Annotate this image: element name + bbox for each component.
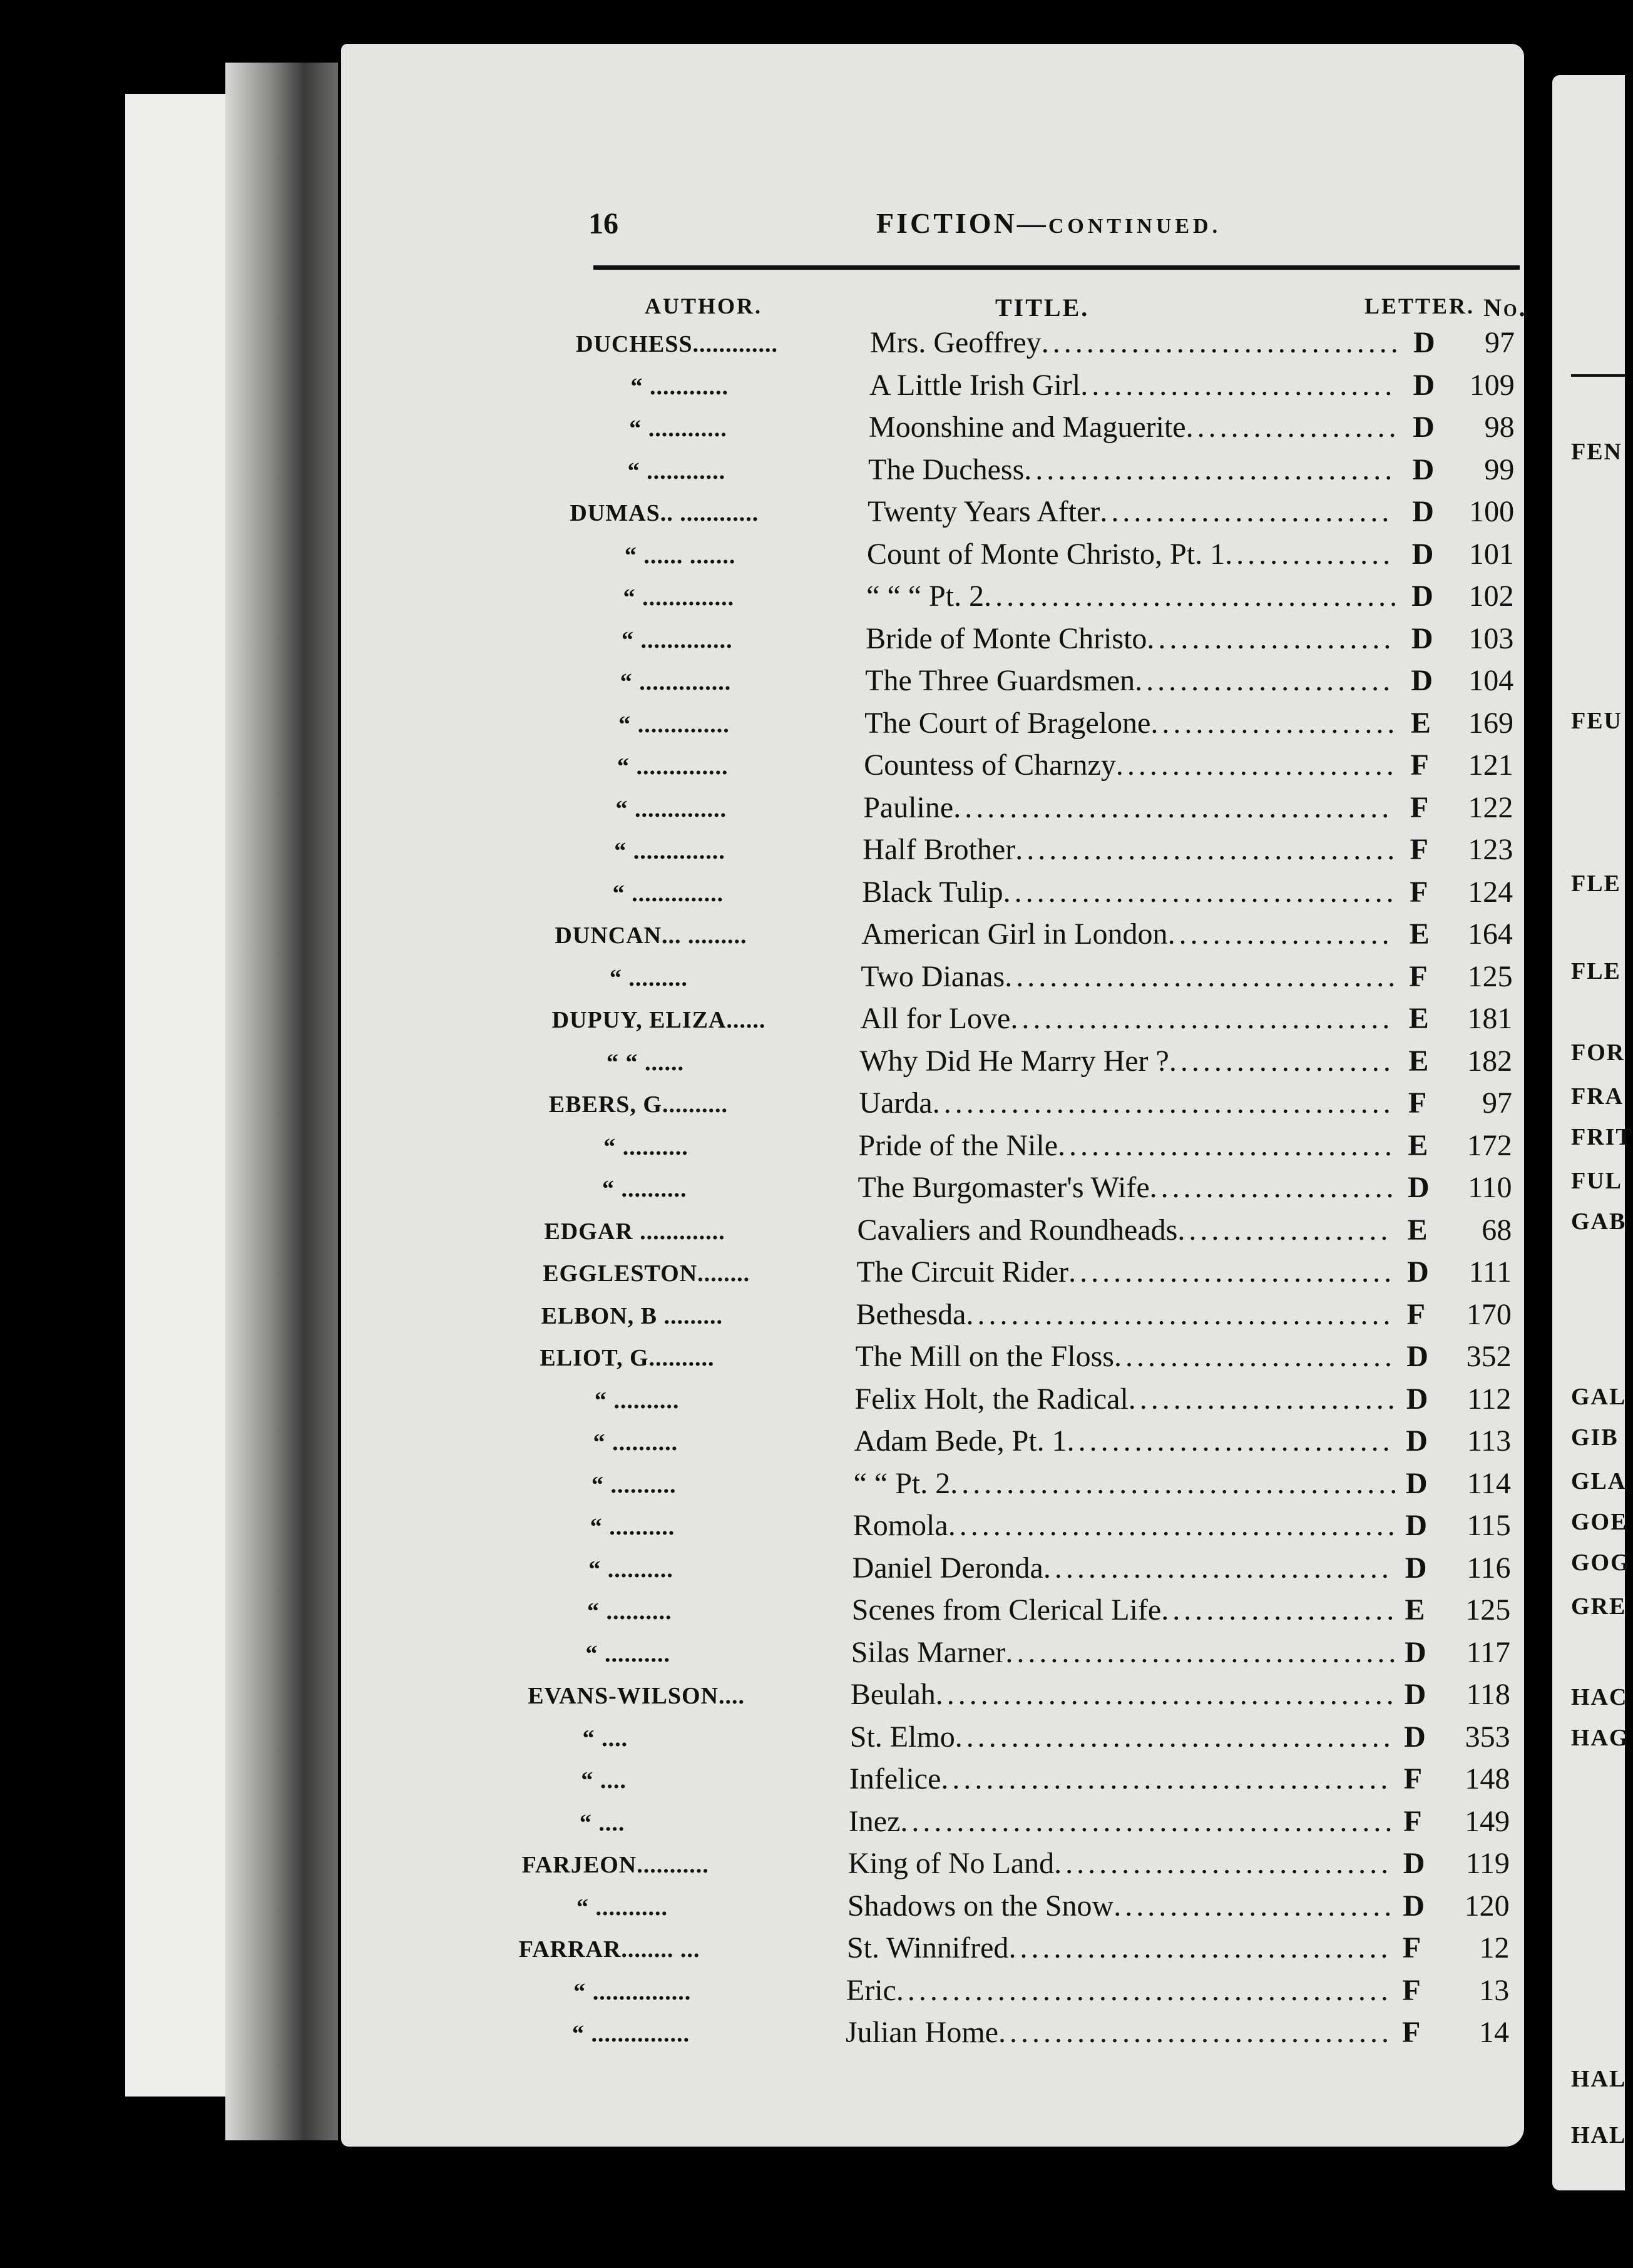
entry-title-text: Two Dianas [861, 960, 1005, 993]
entry-letter: D [1405, 1467, 1428, 1500]
entry-letter: F [1410, 748, 1429, 782]
entry-title-text: “ “ Pt. 2 [853, 1467, 951, 1500]
entry-author: “ ............... [572, 2021, 690, 2047]
dot-leader: ....................................... [955, 1720, 1395, 1754]
entry-number: 103 [1468, 622, 1514, 655]
dot-leader: ........................................ [950, 1467, 1401, 1500]
dot-leader: ............................................ [900, 1805, 1396, 1838]
entry-title [869, 410, 1400, 451]
entry-letter: D [1405, 1509, 1428, 1542]
dot-leader: .................... [1169, 1045, 1395, 1078]
entry-title [864, 706, 1398, 747]
entry-author: “ .............. [620, 669, 732, 695]
entry-title [866, 621, 1395, 663]
entry-title [865, 663, 1394, 705]
entry-author: ELIOT, G.......... [540, 1345, 715, 1371]
entry-author: “ .... [582, 1725, 628, 1752]
entry-title-text: Daniel Deronda [852, 1551, 1043, 1585]
entry-title [863, 790, 1393, 832]
dot-leader: ......................... [1113, 1889, 1396, 1923]
entry-title [858, 1170, 1398, 1212]
entry-title-text: Scenes from Clerical Life [851, 1593, 1162, 1627]
entry-number: 14 [1479, 2016, 1509, 2049]
entry-letter: D [1406, 1340, 1428, 1373]
entry-letter: F [1403, 1805, 1422, 1838]
entry-letter: F [1402, 1931, 1421, 1964]
entry-author: DUMAS.. ............ [570, 500, 759, 526]
entry-number: 68 [1482, 1213, 1512, 1247]
entry-title-text: The Burgomaster's Wife [857, 1171, 1150, 1204]
facing-page-author-fragment: HAC [1571, 1684, 1628, 1710]
entry-letter: D [1404, 1678, 1426, 1711]
entry-title [849, 1804, 1396, 1846]
entry-letter: D [1403, 1889, 1425, 1923]
entry-author: “ ......... [609, 965, 688, 991]
facing-page-author-fragment: FOR [1571, 1040, 1625, 1066]
dot-leader: .................................. [1015, 833, 1399, 866]
entry-title [857, 1255, 1396, 1296]
entry-title-text: Moonshine and Maguerite [869, 411, 1186, 444]
dot-leader: ...................... [1149, 1171, 1398, 1204]
entry-author: “ .......... [594, 1387, 680, 1414]
entry-number: 111 [1468, 1255, 1512, 1289]
entry-title [847, 1889, 1395, 1930]
entry-author: “ ............ [630, 374, 729, 400]
dot-leader: ......................................... [935, 1678, 1398, 1711]
entry-title [856, 1297, 1395, 1339]
dot-leader: .................................. [1010, 1002, 1394, 1035]
facing-page-author-fragment: GLA [1571, 1468, 1627, 1494]
dot-leader: ..................................... [984, 580, 1401, 613]
entry-author: “ .............. [622, 627, 733, 653]
dot-leader: ...................... [1147, 622, 1395, 655]
facing-page-author-fragment: FEN [1571, 439, 1622, 465]
entry-letter: F [1402, 1974, 1421, 2007]
entry-number: 117 [1466, 1636, 1511, 1669]
entry-author: “ ............... [573, 1979, 692, 2005]
entry-author: “ .......... [602, 1176, 687, 1202]
entry-title [858, 1128, 1396, 1170]
entry-title [863, 832, 1398, 874]
entry-letter: E [1410, 707, 1431, 740]
dot-leader: .............................. [1054, 1847, 1393, 1880]
entry-letter: E [1407, 1213, 1428, 1247]
entry-letter: D [1407, 1255, 1429, 1289]
facing-page-author-fragment: GIB [1571, 1424, 1619, 1451]
entry-title-text: Julian Home [846, 2016, 998, 2049]
dot-leader: ......................... [1115, 748, 1398, 782]
entry-number: 102 [1468, 580, 1514, 613]
facing-page-author-fragment: HAG [1571, 1725, 1629, 1751]
facing-page-author-fragment: GOE [1571, 1509, 1628, 1535]
dot-leader: ..................... [1161, 1593, 1398, 1627]
entry-title-text: Adam Bede, Pt. 1 [854, 1424, 1067, 1458]
entry-title [859, 1044, 1394, 1085]
entry-title-text: Twenty Years After [868, 495, 1100, 528]
dot-leader: ............................. [1067, 1424, 1394, 1458]
entry-letter: E [1405, 1593, 1425, 1627]
entry-title-text: A Little Irish Girl [869, 369, 1081, 402]
dot-leader: ................... [1177, 1213, 1392, 1247]
book-spine [225, 63, 338, 2140]
dot-leader: ............... [1225, 538, 1395, 571]
entry-title [861, 917, 1393, 958]
entry-title [850, 1720, 1395, 1761]
entry-author: EDGAR ............. [544, 1218, 725, 1245]
entry-title-text: Uarda [859, 1086, 933, 1120]
entry-number: 113 [1467, 1424, 1512, 1458]
entry-author: “ .......... [585, 1641, 670, 1667]
entry-number: 13 [1479, 1974, 1510, 2007]
entry-letter: F [1408, 1086, 1427, 1120]
facing-page-author-fragment: FLE [1571, 871, 1621, 897]
entry-author: “ .............. [614, 838, 725, 864]
entry-number: 97 [1485, 326, 1515, 359]
entry-title-text: The Duchess [868, 453, 1025, 486]
entry-title [857, 1213, 1391, 1254]
facing-page-author-fragment: GOG [1571, 1550, 1630, 1576]
entry-title-text: Mrs. Geoffrey [870, 326, 1042, 359]
entry-title [859, 1086, 1394, 1127]
entry-title-text: Infelice [849, 1762, 941, 1796]
entry-author: “ .......... [591, 1472, 677, 1498]
dot-leader: ........................................ [948, 1509, 1399, 1542]
entry-letter: F [1409, 960, 1428, 993]
entry-number: 104 [1468, 664, 1514, 697]
entry-title-text: Eric [846, 1974, 896, 2007]
facing-page-author-fragment: GAB [1571, 1208, 1627, 1235]
entry-number: 149 [1465, 1805, 1510, 1838]
entry-letter: E [1408, 1002, 1429, 1035]
page-number: 16 [588, 207, 618, 240]
entry-number: 123 [1468, 833, 1513, 866]
entry-title-text: Bethesda [856, 1298, 966, 1331]
entry-number: 109 [1469, 369, 1515, 402]
entry-letter: E [1408, 1129, 1428, 1162]
entry-author: DUCHESS............. [576, 331, 778, 357]
entry-letter: D [1413, 411, 1435, 444]
column-header-author: AUTHOR. [645, 294, 763, 319]
entry-title [869, 368, 1396, 409]
entry-title [867, 537, 1394, 578]
entry-number: 12 [1479, 1931, 1510, 1964]
dot-leader: ................................... [1005, 960, 1400, 993]
entry-title [870, 325, 1402, 367]
entry-number: 97 [1482, 1086, 1512, 1120]
entry-number: 115 [1467, 1509, 1511, 1542]
entry-author: “ “ ...... [607, 1050, 685, 1076]
entry-title [846, 2015, 1393, 2056]
running-head [876, 207, 1221, 240]
dot-leader: .......................... [1100, 495, 1393, 528]
dot-leader: ........................ [1128, 1382, 1399, 1416]
facing-page-author-fragment: GAL [1571, 1384, 1627, 1410]
entry-number: 100 [1469, 495, 1515, 528]
entry-author: EGGLESTON........ [543, 1260, 750, 1287]
entry-letter: F [1410, 791, 1429, 824]
entry-title [868, 452, 1396, 494]
entry-title [854, 1424, 1394, 1465]
dot-leader: ................................... [1005, 1636, 1400, 1669]
entry-letter: F [1410, 876, 1428, 909]
entry-title-text: All for Love [860, 1002, 1011, 1035]
entry-number: 120 [1464, 1889, 1510, 1923]
entry-title [860, 1001, 1393, 1043]
entry-title [852, 1551, 1393, 1592]
entry-letter: D [1405, 1636, 1426, 1669]
entry-title-text: Half Brother [863, 833, 1016, 866]
entry-title-text: Black Tulip [862, 876, 1003, 909]
facing-page-author-fragment: FRA [1571, 1083, 1624, 1110]
entry-number: 124 [1468, 876, 1513, 909]
entry-letter: D [1413, 326, 1435, 359]
entry-title-text: St. Winnifred [846, 1931, 1009, 1964]
entry-letter: D [1411, 664, 1433, 697]
entry-title-text: American Girl in London [861, 917, 1168, 951]
entry-number: 148 [1465, 1762, 1510, 1796]
entry-number: 119 [1465, 1847, 1510, 1880]
entry-number: 172 [1467, 1129, 1512, 1162]
entry-title [864, 748, 1398, 789]
entry-number: 169 [1468, 707, 1513, 740]
entry-author: ELBON, B ......... [541, 1303, 724, 1329]
entry-letter: F [1410, 833, 1428, 866]
dot-leader: ............................................ [896, 1974, 1392, 2007]
entry-letter: D [1403, 1847, 1425, 1880]
entry-letter: D [1413, 369, 1435, 402]
entry-author: “ .... [581, 1767, 627, 1794]
entry-title [861, 959, 1399, 1001]
dot-leader: ......................................... [932, 1086, 1395, 1120]
entry-number: 182 [1467, 1045, 1513, 1078]
entry-number: 116 [1467, 1551, 1511, 1585]
entry-author: “ ........... [576, 1894, 668, 1921]
facing-page-author-fragment: HAL [1571, 2122, 1627, 2148]
entry-title-text: Pride of the Nile [858, 1129, 1058, 1162]
entry-title [856, 1339, 1396, 1381]
entry-author: DUNCAN... ......... [555, 922, 747, 949]
dot-leader: ............................ [1080, 369, 1396, 402]
entry-author: “ .............. [612, 881, 724, 907]
entry-number: 125 [1467, 960, 1513, 993]
entry-author: “ .......... [603, 1134, 689, 1160]
dot-leader: ...................................... [966, 1298, 1395, 1331]
facing-page-author-fragment: FUL [1571, 1168, 1622, 1194]
dot-leader: .................................. [1008, 1931, 1392, 1964]
entry-letter: D [1411, 580, 1433, 613]
entry-letter: D [1412, 453, 1435, 486]
dot-leader: ....................................... [953, 791, 1393, 824]
dot-leader: ............................... [1043, 1551, 1393, 1585]
entry-author: “ ...... ....... [624, 543, 736, 569]
entry-author: “ ............ [629, 416, 727, 442]
entry-number: 164 [1467, 917, 1513, 951]
facing-page-author-fragment: FEU [1571, 708, 1622, 734]
entry-title [849, 1762, 1392, 1803]
entry-number: 118 [1466, 1678, 1510, 1711]
entry-title [852, 1593, 1398, 1634]
entry-letter: D [1405, 1551, 1427, 1585]
entry-title-text: Cavaliers and Roundheads [857, 1213, 1178, 1247]
entry-author: “ .............. [618, 712, 730, 738]
entry-number: 114 [1467, 1467, 1511, 1500]
entry-author: “ .............. [617, 753, 729, 780]
entry-title [848, 1846, 1392, 1887]
entry-title-text: The Court of Bragelone [864, 707, 1151, 740]
dot-leader: ............................. [1068, 1255, 1396, 1289]
dot-leader: ....................... [1135, 664, 1395, 697]
running-head-continued: CONTINUED. [1048, 215, 1222, 238]
facing-page-author-fragment: HAL [1571, 2066, 1627, 2092]
entry-author: “ .......... [593, 1429, 678, 1456]
entry-title [855, 1382, 1399, 1423]
entry-title [868, 494, 1393, 536]
entry-letter: E [1408, 1045, 1429, 1078]
entry-number: 121 [1468, 748, 1513, 782]
entry-number: 170 [1466, 1298, 1512, 1331]
entry-author: “ .............. [623, 585, 735, 611]
entry-letter: F [1402, 2016, 1421, 2049]
entry-author: “ .......... [587, 1598, 672, 1625]
entry-title-text: The Circuit Rider [856, 1255, 1069, 1289]
entry-title-text: King of No Land [847, 1847, 1055, 1880]
entry-title-text: Count of Monte Christo, Pt. 1 [867, 538, 1226, 571]
entry-number: 122 [1468, 791, 1513, 824]
entry-title-text: Beulah [850, 1678, 936, 1711]
entry-author: EBERS, G.......... [548, 1091, 728, 1118]
entry-letter: D [1406, 1382, 1428, 1416]
column-header-title: TITLE. [995, 294, 1090, 322]
facing-page-author-fragment: FRIT [1571, 1124, 1633, 1150]
entry-title [853, 1508, 1399, 1550]
entry-letter: E [1409, 917, 1430, 951]
entry-number: 125 [1465, 1593, 1511, 1627]
dot-leader: ................................ [1041, 326, 1402, 359]
entry-letter: D [1411, 622, 1433, 655]
entry-title [854, 1466, 1401, 1508]
entry-author: FARJEON........... [521, 1852, 709, 1878]
entry-author: “ .............. [615, 796, 727, 822]
entry-number: 99 [1484, 453, 1515, 486]
entry-number: 101 [1468, 538, 1514, 571]
entry-author: “ .... [579, 1810, 625, 1836]
entry-title-text: The Three Guardsmen [865, 664, 1135, 697]
entry-number: 110 [1468, 1171, 1512, 1204]
header-rule [593, 265, 1520, 270]
entry-letter: D [1406, 1424, 1428, 1458]
entry-title [862, 875, 1397, 916]
entry-title [866, 579, 1401, 620]
running-head-main: FICTION— [876, 207, 1048, 239]
column-header-number: No. [1483, 294, 1527, 322]
entry-letter: D [1408, 1171, 1430, 1204]
dot-leader: ................................... [998, 2016, 1393, 2049]
entry-title-text: Bride of Monte Christo [866, 622, 1147, 655]
entry-author: “ ............ [627, 458, 726, 484]
entry-author: EVANS-WILSON.... [528, 1683, 745, 1709]
entry-number: 353 [1465, 1720, 1510, 1754]
dot-leader: .................... [1167, 917, 1393, 951]
dot-leader: .............................. [1058, 1129, 1396, 1162]
dot-leader: ...................... [1150, 707, 1399, 740]
entry-title-text: Shadows on the Snow [847, 1889, 1114, 1923]
entry-title [846, 1973, 1392, 2015]
entry-author: FARRAR........ ... [518, 1936, 700, 1963]
entry-letter: F [1406, 1298, 1425, 1331]
entry-title-text: St. Elmo [849, 1720, 955, 1754]
facing-page-author-fragment: FLE [1571, 958, 1621, 984]
entry-number: 112 [1467, 1382, 1512, 1416]
entry-title-text: Why Did He Marry Her ? [859, 1045, 1169, 1078]
entry-number: 352 [1466, 1340, 1512, 1373]
entry-letter: D [1411, 538, 1434, 571]
entry-title-text: Felix Holt, the Radical [854, 1382, 1129, 1416]
entry-letter: D [1412, 495, 1434, 528]
dot-leader: ........................................ [941, 1762, 1392, 1796]
entry-number: 181 [1467, 1002, 1513, 1035]
dot-leader: ................... [1185, 411, 1400, 444]
entry-letter: D [1404, 1720, 1426, 1754]
entry-author: “ .......... [590, 1514, 675, 1540]
entry-title [851, 1635, 1400, 1677]
entry-number: 98 [1484, 411, 1515, 444]
column-header-letter: LETTER. [1364, 294, 1475, 319]
entry-title-text: Romola [852, 1509, 948, 1542]
entry-title-text: Countess of Charnzy [864, 748, 1116, 782]
entry-title-text: “ “ “ Pt. 2 [866, 580, 985, 613]
dot-leader: ................................. [1024, 453, 1396, 486]
facing-page-author-fragment: GRE [1571, 1593, 1627, 1620]
entry-title-text: Silas Marner [851, 1636, 1006, 1669]
entry-title [851, 1677, 1398, 1719]
entry-title [847, 1931, 1392, 1972]
entry-title-text: The Mill on the Floss [855, 1340, 1114, 1373]
entry-author: DUPUY, ELIZA...... [551, 1007, 766, 1033]
entry-title-text: Pauline [863, 791, 954, 824]
dot-leader: ......................... [1113, 1340, 1396, 1373]
facing-page-rule [1571, 374, 1625, 377]
dot-leader: ................................... [1003, 876, 1398, 909]
entry-author: “ .......... [588, 1556, 673, 1583]
entry-letter: F [1403, 1762, 1423, 1796]
entry-title-text: Inez [848, 1805, 901, 1838]
